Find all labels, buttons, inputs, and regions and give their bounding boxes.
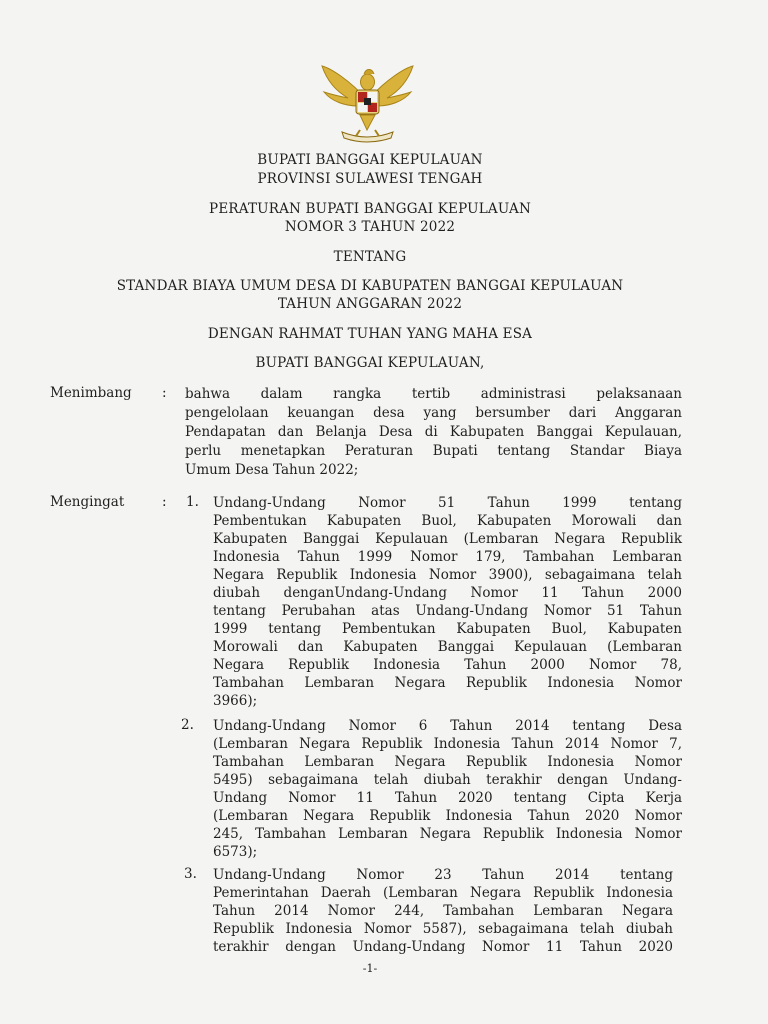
regent-salutation: BUPATI BANGGAI KEPULAUAN, [255, 355, 485, 371]
list-item-line: 245, Tambahan Lembaran Negara Republik Indonesia Nomor [213, 826, 682, 842]
list-item-line: terakhir dengan Undang-Undang Nomor 11 Tahun 2020 [213, 939, 673, 955]
list-item-line: diubah denganUndang-Undang Nomor 11 Tahun 2000 [213, 585, 682, 601]
list-item-line: Tambahan Lembaran Negara Republik Indonesia Nomor [213, 675, 682, 691]
invocation: DENGAN RAHMAT TUHAN YANG MAHA ESA [207, 326, 533, 342]
list-item-line: (Lembaran Negara Republik Indonesia Tahun 2020 Nomor [213, 808, 682, 824]
page-number: -1- [362, 962, 378, 975]
regulation-title: PERATURAN BUPATI BANGGAI KEPULAUAN [209, 201, 531, 217]
menimbang-line: bahwa dalam rangka tertib administrasi pelaksanaan [185, 386, 682, 402]
list-item-line: Undang-Undang Nomor 23 Tahun 2014 tentang [213, 867, 673, 883]
list-item-line: Undang Nomor 11 Tahun 2020 tentang Cipta Kerja [213, 790, 682, 806]
about-label: TENTANG [333, 249, 407, 265]
list-item-line: Negara Republik Indonesia Tahun 2000 Nomor 78, [213, 657, 682, 673]
heading-regent: BUPATI BANGGAI KEPULAUAN [257, 152, 483, 168]
list-item-number: 3. [184, 866, 197, 882]
list-item-line: (Lembaran Negara Republik Indonesia Tahun 2014 Nomor 7, [213, 736, 682, 752]
mengingat-colon: : [162, 494, 167, 510]
menimbang-colon: : [162, 385, 167, 401]
list-item-line: Undang-Undang Nomor 6 Tahun 2014 tentang Desa [213, 718, 682, 734]
list-item-line: Pembentukan Kabupaten Buol, Kabupaten Morowali dan [213, 513, 682, 529]
list-item-line: Undang-Undang Nomor 51 Tahun 1999 tentang [213, 495, 682, 511]
list-item-line: 6573); [213, 844, 258, 860]
list-item-line: Tahun 2014 Nomor 244, Tambahan Lembaran Negara [213, 903, 673, 919]
list-item-line: 1999 tentang Pembentukan Kabupaten Buol, Kabupaten [213, 621, 682, 637]
mengingat-label: Mengingat [50, 494, 125, 510]
list-item-line: Kabupaten Banggai Kepulauan (Lembaran Negara Republik [213, 531, 682, 547]
menimbang-line: Umum Desa Tahun 2022; [185, 462, 359, 478]
menimbang-line: perlu menetapkan Peraturan Bupati tentang Standar Biaya [185, 443, 682, 459]
list-item-line: 3966); [213, 693, 258, 709]
list-item-line: tentang Perubahan atas Undang-Undang Nomor 51 Tahun [213, 603, 682, 619]
list-item-number: 2. [181, 717, 194, 733]
list-item-number: 1. [186, 494, 199, 510]
menimbang-label: Menimbang [50, 385, 132, 401]
regulation-number: NOMOR 3 TAHUN 2022 [284, 219, 456, 235]
menimbang-line: pengelolaan keuangan desa yang bersumber dari Anggaran [185, 405, 682, 421]
list-item-line: Morowali dan Kabupaten Banggai Kepulauan (Lembaran [213, 639, 682, 655]
list-item-line: Negara Republik Indonesia Nomor 3900), sebagaimana telah [213, 567, 682, 583]
list-item-line: Indonesia Tahun 1999 Nomor 179, Tambahan Lembaran [213, 549, 682, 565]
subject-line-2: TAHUN ANGGARAN 2022 [277, 296, 463, 312]
heading-province: PROVINSI SULAWESI TENGAH [257, 171, 483, 187]
list-item-line: 5495) sebagaimana telah diubah terakhir dengan Undang- [213, 772, 682, 788]
garuda-emblem-icon [320, 60, 415, 145]
subject-line-1: STANDAR BIAYA UMUM DESA DI KABUPATEN BANGGAI KEPULAUAN [116, 278, 624, 294]
list-item-line: Pemerintahan Daerah (Lembaran Negara Republik Indonesia [213, 885, 673, 901]
menimbang-line: Pendapatan dan Belanja Desa di Kabupaten Banggai Kepulauan, [185, 424, 682, 440]
list-item-line: Tambahan Lembaran Negara Republik Indonesia Nomor [213, 754, 682, 770]
list-item-line: Republik Indonesia Nomor 5587), sebagaimana telah diubah [213, 921, 673, 937]
